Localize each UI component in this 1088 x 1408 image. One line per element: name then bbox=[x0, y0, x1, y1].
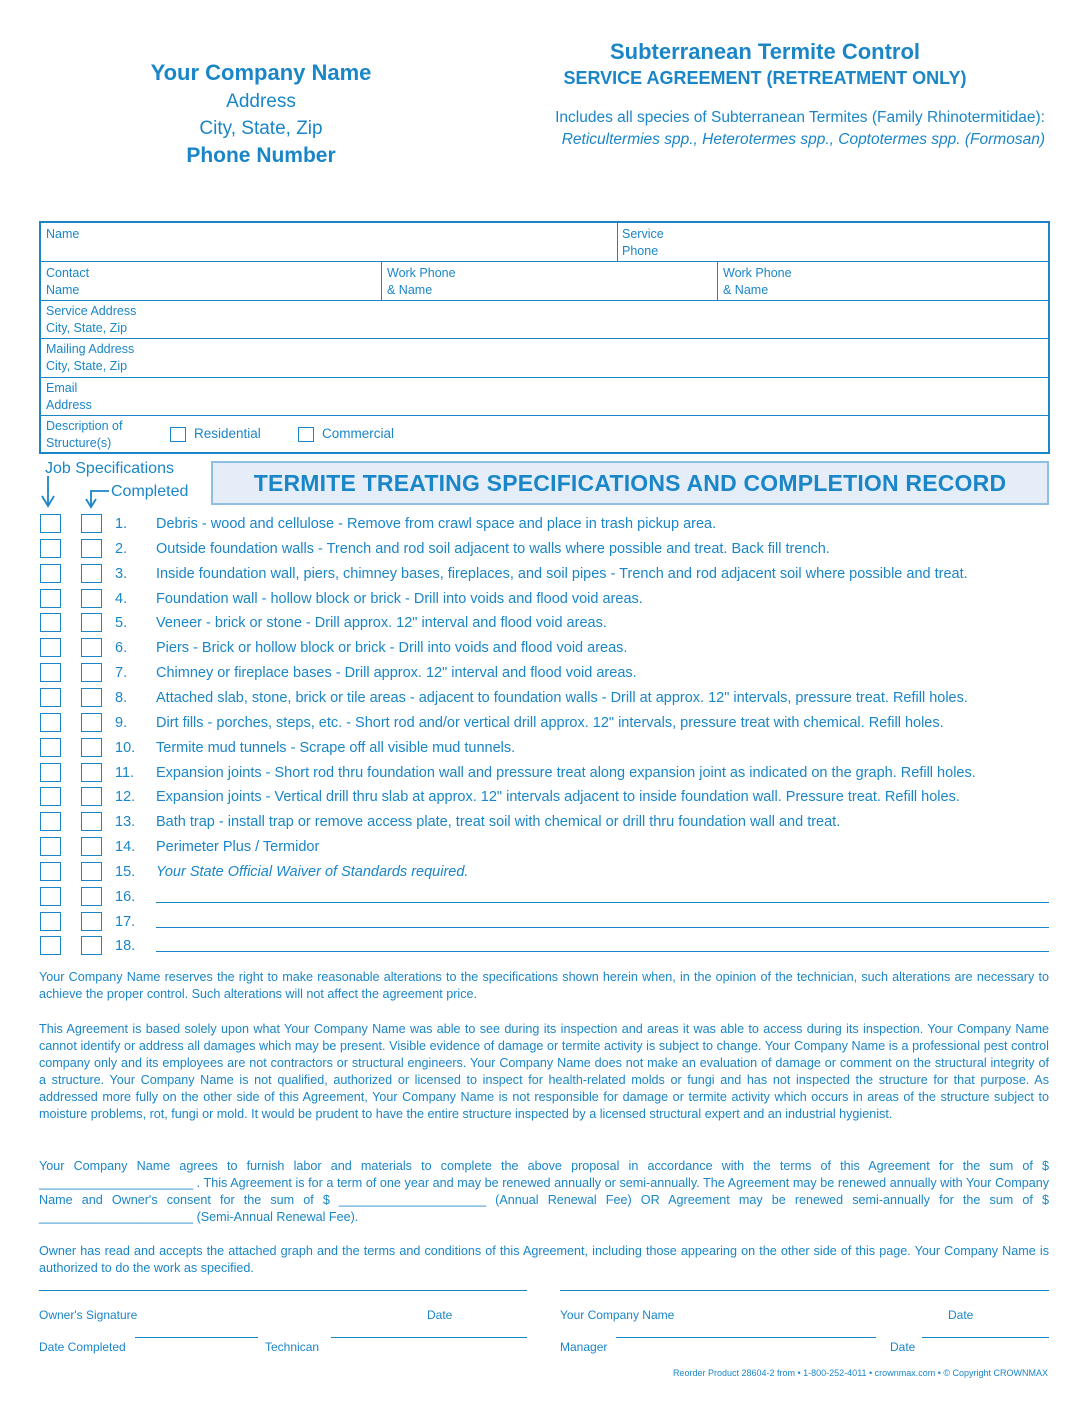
spec-item-number: 13. bbox=[115, 814, 136, 831]
owner-date-label: Date bbox=[427, 1308, 453, 1322]
spec-item-number: 14. bbox=[115, 839, 136, 856]
spec-item-text: Dirt fills - porches, steps, etc. - Short rod and/or vertical drill approx. 12" intervals, pressure treat with chemical. Refill holes. bbox=[156, 714, 944, 731]
spec-item-number: 9. bbox=[115, 714, 128, 731]
completed-checkbox[interactable] bbox=[81, 812, 102, 831]
job-spec-checkbox[interactable] bbox=[40, 589, 61, 608]
date-completed-label: Date Completed bbox=[39, 1340, 126, 1354]
date-completed-line[interactable] bbox=[135, 1337, 258, 1338]
completed-checkbox[interactable] bbox=[81, 589, 102, 608]
service-phone-label: Service Phone bbox=[622, 227, 664, 258]
spec-item bbox=[0, 912, 1088, 937]
owner-signature-line[interactable] bbox=[39, 1290, 527, 1291]
spec-item-text: Expansion joints - Short rod thru foundation wall and pressure treat along expansion joint as indicated on the graph. Refill holes. bbox=[156, 764, 976, 781]
spec-item-text: Expansion joints - Vertical drill thru slab at approx. 12" intervals adjacent to inside foundation wall. Pressure treat. Refill holes. bbox=[156, 789, 960, 806]
residential-label: Residential bbox=[194, 426, 261, 441]
row-name bbox=[41, 223, 1048, 262]
commercial-label: Commercial bbox=[322, 426, 395, 441]
spec-item bbox=[0, 514, 1088, 539]
row-structure bbox=[41, 416, 1048, 454]
job-spec-checkbox[interactable] bbox=[40, 638, 61, 657]
row-contact bbox=[41, 262, 1048, 301]
job-spec-checkbox[interactable] bbox=[40, 787, 61, 806]
service-address-label: Service Address City, State, Zip bbox=[46, 304, 137, 335]
spec-item-number: 7. bbox=[115, 665, 128, 682]
mailing-address-label: Mailing Address City, State, Zip bbox=[46, 342, 135, 373]
completed-checkbox[interactable] bbox=[81, 564, 102, 583]
spec-item-text: Foundation wall - hollow block or brick - Drill into voids and flood void areas. bbox=[156, 590, 643, 607]
spec-item bbox=[0, 688, 1088, 713]
job-spec-checkbox[interactable] bbox=[40, 514, 61, 533]
job-spec-checkbox[interactable] bbox=[40, 862, 61, 881]
residential-checkbox[interactable] bbox=[170, 427, 186, 442]
spec-item bbox=[0, 638, 1088, 663]
spec-item bbox=[0, 936, 1088, 961]
company-city-state-zip: City, State, Zip bbox=[199, 118, 323, 139]
spec-item-text: Bath trap - install trap or remove access plate, treat soil with chemical or drill thru foundation wall and treat. bbox=[156, 814, 841, 831]
completed-checkbox[interactable] bbox=[81, 936, 102, 955]
job-spec-checkbox[interactable] bbox=[40, 837, 61, 856]
spec-item bbox=[0, 589, 1088, 614]
spec-item-number: 6. bbox=[115, 640, 128, 657]
completed-checkbox[interactable] bbox=[81, 663, 102, 682]
spec-item-text: Termite mud tunnels - Scrape off all visible mud tunnels. bbox=[156, 739, 516, 756]
completed-checkbox[interactable] bbox=[81, 862, 102, 881]
company-header bbox=[100, 58, 422, 169]
spec-item-number: 2. bbox=[115, 540, 128, 557]
spec-item-text: Perimeter Plus / Termidor bbox=[156, 839, 320, 856]
spec-item bbox=[0, 763, 1088, 788]
spec-item-text: Chimney or fireplace bases - Drill approx. 12" interval and flood void areas. bbox=[156, 665, 637, 682]
spec-item bbox=[0, 713, 1088, 738]
inspection-paragraph: This Agreement is based solely upon what Your Company Name was able to see during its inspection and areas it was able to access during its inspection. Your Company Name cannot identify or address all damages which may be present. Visible evidence of damage or termite activity is subject to change. Your Company Name is a professional pest control company only and its employees are not contractors or structural engineers. Your Company Name does not make an evaluation of damage or comment on the structural integrity of a structure. Your Company Name is not qualified, authorized or licensed to inspect for health-related molds or fungi and has not inspected the structure for that purpose. As addressed more fully on the other side of this Agreement, Your Company Name is not responsible for damage or termite activity which occurs in areas of the structure subject to moisture problems, rot, fungi or mold. It would be prudent to have the entire structure inspected by a licensed structural expert and an industrial hygienist. bbox=[39, 1022, 1049, 1121]
spec-item-text: Attached slab, stone, brick or tile areas - adjacent to foundation walls - Drill at approx. 12" intervals, pressure treat. Refill holes. bbox=[156, 689, 968, 706]
spec-item-text: Outside foundation walls - Trench and rod soil adjacent to walls where possible and treat. Back fill trench. bbox=[156, 540, 830, 557]
spec-item-number: 4. bbox=[115, 590, 128, 607]
company-name: Your Company Name bbox=[150, 60, 372, 85]
work-phone-a-label: Work Phone & Name bbox=[387, 266, 456, 297]
job-spec-checkbox[interactable] bbox=[40, 713, 61, 732]
company-signature-line[interactable] bbox=[560, 1290, 1049, 1291]
reorder-footer: Reorder Product 28604-2 from • 1-800-252-4011 • crownmax.com • © Copyright CROWNMAX bbox=[672, 1368, 1048, 1378]
job-spec-checkbox[interactable] bbox=[40, 738, 61, 757]
spec-item-number: 12. bbox=[115, 789, 136, 806]
technician-line[interactable] bbox=[331, 1337, 527, 1338]
manager-date-label: Date bbox=[890, 1340, 916, 1354]
spec-item bbox=[0, 837, 1088, 862]
name-label: Name bbox=[46, 227, 80, 241]
row-email bbox=[41, 378, 1048, 416]
completed-checkbox[interactable] bbox=[81, 638, 102, 657]
spec-item bbox=[0, 738, 1088, 763]
completed-checkbox[interactable] bbox=[81, 713, 102, 732]
job-spec-checkbox[interactable] bbox=[40, 887, 61, 906]
completed-heading: Completed bbox=[111, 483, 189, 500]
completed-checkbox[interactable] bbox=[81, 539, 102, 558]
treating-specs-banner bbox=[211, 461, 1049, 505]
job-spec-checkbox[interactable] bbox=[40, 812, 61, 831]
spec-item bbox=[0, 887, 1088, 912]
completed-checkbox[interactable] bbox=[81, 514, 102, 533]
spec-item-blank-line[interactable] bbox=[156, 951, 1049, 952]
spec-item bbox=[0, 539, 1088, 564]
spec-item-blank-line[interactable] bbox=[156, 927, 1049, 928]
job-spec-checkbox[interactable] bbox=[40, 564, 61, 583]
spec-item-number: 16. bbox=[115, 888, 136, 905]
spec-item bbox=[0, 862, 1088, 887]
down-arrow-icon bbox=[38, 476, 58, 510]
spec-item-number: 15. bbox=[115, 863, 136, 880]
title-line-1: Subterranean Termite Control bbox=[609, 39, 921, 64]
spec-item-number: 5. bbox=[115, 615, 128, 632]
completed-checkbox[interactable] bbox=[81, 887, 102, 906]
spec-item-text: Debris - wood and cellulose - Remove from crawl space and place in trash pickup area. bbox=[156, 516, 717, 532]
completed-checkbox[interactable] bbox=[81, 837, 102, 856]
spec-item bbox=[0, 812, 1088, 837]
spec-item-number: 1. bbox=[115, 516, 128, 532]
pricing-paragraph: Your Company Name agrees to furnish labor and materials to complete the above proposal in accordance with the terms of this Agreement for the sum of $ ______________________ . This Agreement is for a term of one year and may be renewed annually or semi-annually. The Agreement may be renewed annually with Your Company Name and Owner's consent for the sum of $ _____________________ (Annual Renewal Fee) OR Agreement may be renewed semi-annually for the sum of $ ______________________ (Semi-Annual Renewal Fee). bbox=[39, 1159, 1049, 1224]
spec-item-number: 18. bbox=[115, 938, 136, 955]
banner-title: TERMITE TREATING SPECIFICATIONS AND COMPLETION RECORD bbox=[253, 470, 1007, 496]
job-spec-checkbox[interactable] bbox=[40, 936, 61, 955]
completed-checkbox[interactable] bbox=[81, 912, 102, 931]
job-spec-checkbox[interactable] bbox=[40, 912, 61, 931]
company-signature-label: Your Company Name bbox=[560, 1308, 675, 1322]
spec-item bbox=[0, 787, 1088, 812]
manager-date-line[interactable] bbox=[922, 1337, 1049, 1338]
owner-signature-label: Owner's Signature bbox=[39, 1308, 138, 1322]
job-spec-checkbox[interactable] bbox=[40, 663, 61, 682]
spec-item-number: 17. bbox=[115, 913, 136, 930]
spec-item-number: 11. bbox=[115, 764, 135, 781]
completed-checkbox[interactable] bbox=[81, 738, 102, 757]
email-label: Email Address bbox=[46, 381, 92, 412]
spec-item-blank-line[interactable] bbox=[156, 902, 1049, 903]
job-specifications-heading: Job Specifications bbox=[45, 460, 174, 477]
work-phone-b-label: Work Phone & Name bbox=[723, 266, 792, 297]
spec-item-number: 10. bbox=[115, 739, 136, 756]
structure-label: Description of Structure(s) bbox=[46, 419, 123, 450]
job-spec-checkbox[interactable] bbox=[40, 613, 61, 632]
job-spec-checkbox[interactable] bbox=[40, 688, 61, 707]
spec-item bbox=[0, 663, 1088, 688]
spec-item bbox=[0, 564, 1088, 589]
document-title bbox=[470, 38, 1060, 90]
spec-item-text: Your State Official Waiver of Standards required. bbox=[156, 863, 469, 880]
spec-item-text: Veneer - brick or stone - Drill approx. 12" interval and flood void areas. bbox=[156, 615, 607, 632]
divider bbox=[717, 262, 718, 300]
corner-down-arrow-icon bbox=[83, 488, 111, 510]
title-line-2: SERVICE AGREEMENT (RETREATMENT ONLY) bbox=[563, 68, 967, 88]
divider bbox=[381, 262, 382, 300]
acceptance-paragraph: Owner has read and accepts the attached graph and the terms and conditions of this Agreement, including those appearing on the other side of this page. Your Company Name is authorized to do the work as specified. bbox=[39, 1244, 1049, 1275]
divider bbox=[617, 223, 618, 261]
manager-label: Manager bbox=[560, 1340, 608, 1354]
company-address: Address bbox=[226, 91, 296, 112]
customer-info-table bbox=[39, 221, 1050, 454]
row-service-address bbox=[41, 301, 1048, 339]
company-date-label: Date bbox=[948, 1308, 974, 1322]
species-note bbox=[470, 107, 1045, 151]
row-mailing-address bbox=[41, 339, 1048, 378]
spec-item-text: Inside foundation wall, piers, chimney bases, fireplaces, and soil pipes - Trench and rod adjacent soil where possible and treat. bbox=[156, 565, 968, 582]
completed-checkbox[interactable] bbox=[81, 688, 102, 707]
manager-line[interactable] bbox=[616, 1337, 876, 1338]
completed-checkbox[interactable] bbox=[81, 613, 102, 632]
species-latin: Reticultermies spp., Heterotermes spp., Coptotermes spp. (Formosan) bbox=[561, 131, 1045, 148]
job-spec-checkbox[interactable] bbox=[40, 539, 61, 558]
completed-checkbox[interactable] bbox=[81, 763, 102, 782]
contact-name-label: Contact Name bbox=[46, 266, 90, 297]
technician-label: Technican bbox=[265, 1340, 320, 1354]
commercial-checkbox[interactable] bbox=[298, 427, 314, 442]
spec-item-number: 8. bbox=[115, 689, 128, 706]
company-phone: Phone Number bbox=[186, 144, 336, 167]
spec-item-number: 3. bbox=[115, 565, 128, 582]
spec-item bbox=[0, 613, 1088, 638]
completed-checkbox[interactable] bbox=[81, 787, 102, 806]
species-intro: Includes all species of Subterranean Termites (Family Rhinotermitidae): bbox=[555, 109, 1045, 126]
job-spec-checkbox[interactable] bbox=[40, 763, 61, 782]
alterations-paragraph: Your Company Name reserves the right to make reasonable alterations to the specifications shown herein when, in the opinion of the technician, such alterations are necessary to achieve the proper control. Such alterations will not affect the agreement price. bbox=[39, 970, 1049, 1001]
spec-item-text: Piers - Brick or hollow block or brick - Drill into voids and flood void areas. bbox=[156, 640, 628, 657]
